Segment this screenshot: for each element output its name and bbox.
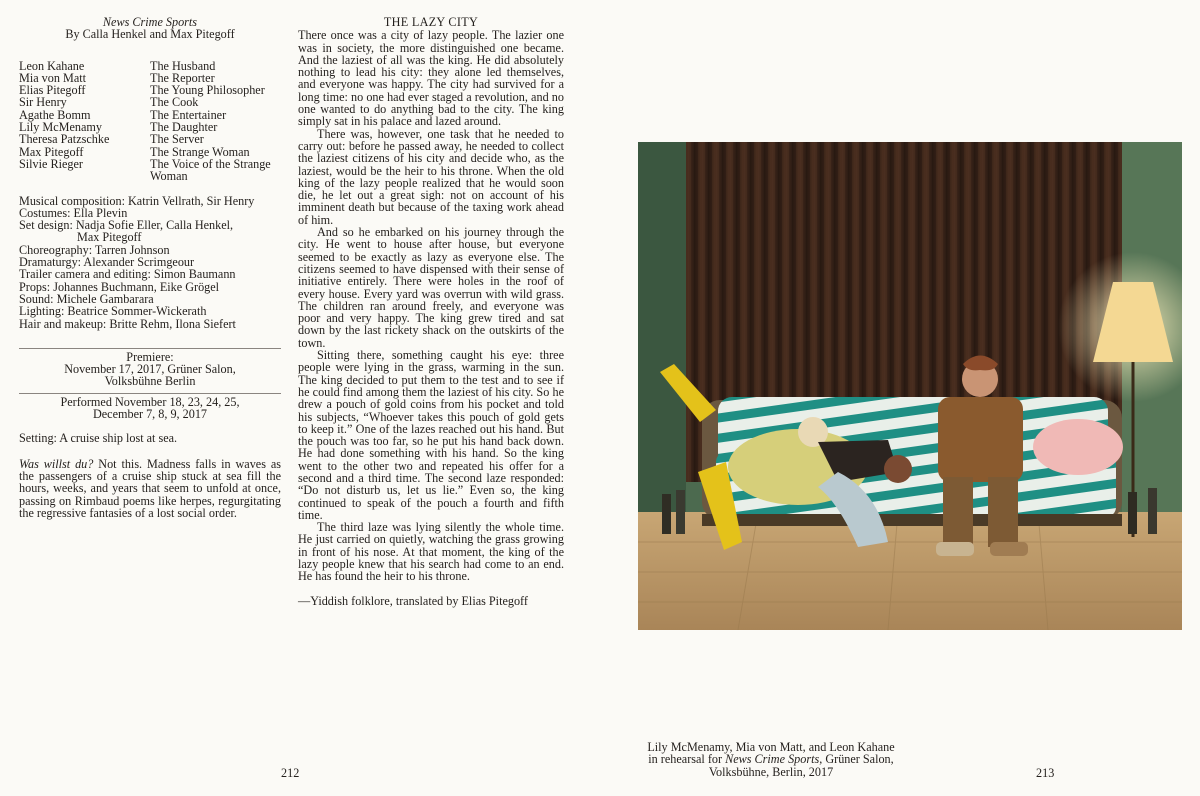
rehearsal-photo <box>638 142 1182 630</box>
caption-line <box>640 753 902 765</box>
crew-line: Costumes: Ella Plevin <box>19 205 128 220</box>
story-paragraph: There was, however, one task that he needed to carry out: before he passed away, he needed to collect the laziest citizens of his city and decide who, as the laziest, would be the heir to his throne. When the old king of the lazy people realized that he would soon die, he let out a great sigh: not on account of his imminent death but because of the taxing work ahead of him. <box>298 126 564 227</box>
cast-actor: Sir Henry <box>19 95 67 110</box>
caption-text: in rehearsal for <box>648 752 726 767</box>
crew-line: Sound: Michele Gambarara <box>19 291 154 306</box>
page-number-right: 213 <box>1036 766 1055 780</box>
crew-line: Set design: Nadja Sofie Eller, Calla Henkel, <box>19 218 234 233</box>
caption-line: Volksbühne, Berlin, 2017 <box>708 764 834 779</box>
story-paragraph: There once was a city of lazy people. The lazier one was in society, the more distinguished one became. And the laziest of all was the king. He did absolutely nothing to lead his city: they alone led themselves, and everyone was happy. The city had survived for a long time: no one had ever staged a revolution, and no one wanted to do anything bad to the city. The king simply sat in his palace and lazed around. <box>298 28 564 129</box>
cast-actor: Silvie Rieger <box>19 156 83 171</box>
cast-role: The Server <box>150 132 204 147</box>
page-number-left: 212 <box>281 766 300 780</box>
cast-role-continuation: Woman <box>150 169 188 184</box>
story-attribution: —Yiddish folklore, translated by Elias Pitegoff <box>298 593 528 608</box>
cast-role: The Husband <box>150 58 216 73</box>
cast-actors <box>19 60 150 183</box>
crew-line: Musical composition: Katrin Vellrath, Sir Henry <box>19 193 255 208</box>
crew-line: Hair and makeup: Britte Rehm, Ilona Siefert <box>19 316 236 331</box>
cast-actor: Leon Kahane <box>19 58 85 73</box>
crew-line: Lighting: Beatrice Sommer-Wickerath <box>19 304 207 319</box>
crew-line: Trailer camera and editing: Simon Baumann <box>19 267 236 282</box>
performed-dates: Performed November 18, 23, 24, 25, <box>60 394 240 409</box>
cast-roles <box>150 60 281 183</box>
synopsis <box>19 458 281 519</box>
premiere-block <box>19 346 281 388</box>
cast-role: The Voice of the Strange <box>150 156 271 171</box>
cast-actor: Lily McMenamy <box>19 120 102 135</box>
caption-production-title: News Crime Sports <box>725 752 820 767</box>
cast-list <box>19 60 281 183</box>
photo-caption <box>640 741 902 778</box>
cast-role: The Cook <box>150 95 199 110</box>
story-paragraph: And so he embarked on his journey through the city. He went to house after house, but everyone seemed to be exactly as lazy as everyone else. The citizens seemed to have dispensed with their sense of initiative entirely. There were holes in the roof of every house. Every yard was overrun with wild grass. The children ran around freely, and everyone was poor and very happy. The king grew tired and sat down by the last rickety shack on the outskirts of the town. <box>298 225 564 350</box>
cast-role: The Reporter <box>150 70 215 85</box>
cast-actor: Elias Pitegoff <box>19 83 86 98</box>
cast-actor: Mia von Matt <box>19 70 87 85</box>
story-paragraph: Sitting there, something caught his eye: three people were lying in the grass, warming in the sun. The king decided to put them to the test and to see if he could find among them the laziest of his city. So he drew a pouch of gold coins from his pocket and told his subjects, “Whoever takes this pouch of gold gets to keep it.” One of the lazes reached out his hand. But the pouch was too far, so he put his hand back down. He had done something with his hand. So the king went to the other two and repeated his offer for a second and a third time. The second laze responded: “Do not disturb us, let us lie.” Even so, the king continued to speak of the pouch a fourth and fifth time. <box>298 348 564 522</box>
byline: By Calla Henkel and Max Pitegoff <box>65 27 235 42</box>
premiere-venue: Volksbühne Berlin <box>104 374 196 389</box>
synopsis-lead: Was willst du? <box>19 456 94 471</box>
performed-dates-cont: December 7, 8, 9, 2017 <box>92 407 208 422</box>
story-column <box>298 16 564 607</box>
performed-block <box>19 391 281 421</box>
premiere-date: November 17, 2017, Grüner Salon, <box>64 362 236 377</box>
crew-line: Max Pitegoff <box>77 230 142 245</box>
cast-role: The Young Philosopher <box>150 83 265 98</box>
cast-actor: Theresa Patzschke <box>19 132 110 147</box>
cast-role: The Entertainer <box>150 107 227 122</box>
crew-list <box>19 195 281 330</box>
story-title: THE LAZY CITY <box>383 15 479 29</box>
crew-line: Props: Johannes Buchmann, Eike Grögel <box>19 279 220 294</box>
premiere-label: Premiere: <box>126 349 174 364</box>
crew-line: Dramaturgy: Alexander Scrimgeour <box>19 255 195 270</box>
story-paragraph: The third laze was lying silently the whole time. He just carried on quietly, watching the grass growing in front of his nose. At that moment, the king of the lazy people knew that his search had come to an end. He has found the heir to his throne. <box>298 520 564 584</box>
cast-role: The Strange Woman <box>150 144 250 159</box>
caption-line: Lily McMenamy, Mia von Matt, and Leon Kahane <box>647 740 895 754</box>
credits-column <box>19 16 281 519</box>
crew-line: Choreography: Tarren Johnson <box>19 242 170 257</box>
setting-line: Setting: A cruise ship lost at sea. <box>19 431 178 446</box>
caption-text: , Grüner Salon, <box>819 752 894 767</box>
production-title: News Crime Sports <box>102 15 198 29</box>
cast-actor: Max Pitegoff <box>19 144 84 159</box>
cast-actor: Agathe Bomm <box>19 107 91 122</box>
rehearsal-photo-illustration <box>638 142 1182 630</box>
synopsis-text: Not this. Madness falls in waves as the passengers of a cruise ship stuck at sea fill the hours, weeks, and years that seem to unfold at once, passing on Rimbaud poems like herpes, regurgitating the regressive fantasies of a lost social order. <box>19 456 281 520</box>
cast-role: The Daughter <box>150 120 218 135</box>
